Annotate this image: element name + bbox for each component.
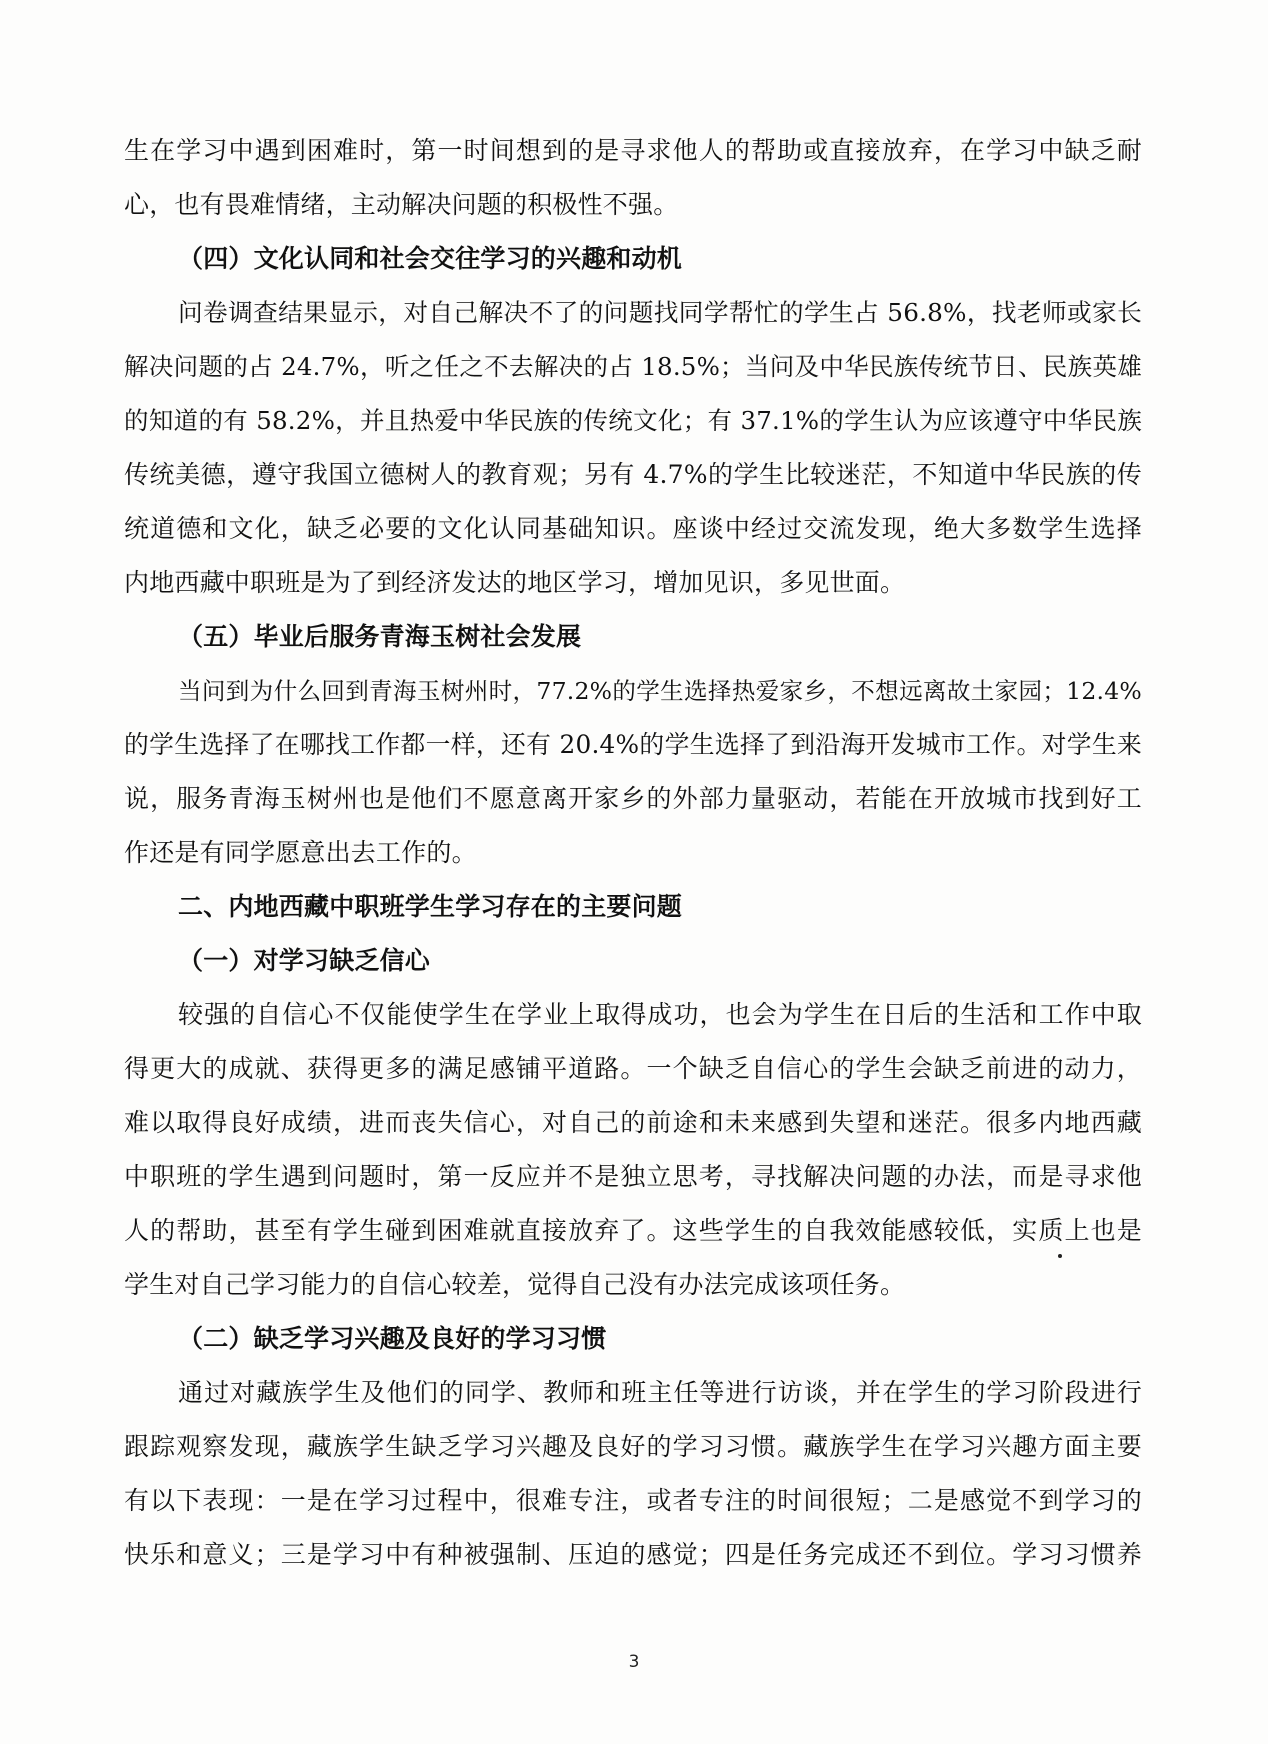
text-line: 跟踪观察发现，藏族学生缺乏学习兴趣及良好的学习习惯。藏族学生在学习兴趣方面主要	[124, 1432, 1142, 1461]
text-line: 快乐和意义；三是学习中有种被强制、压迫的感觉；四是任务完成还不到位。学习习惯养	[124, 1540, 1142, 1569]
page-number: 3	[628, 1652, 640, 1672]
text-line: 的学生选择了在哪找工作都一样，还有 20.4%的学生选择了到沿海开发城市工作。对学生来	[124, 730, 1142, 759]
paragraph-first-line: 问卷调查结果显示，对自己解决不了的问题找同学帮忙的学生占 56.8%，找老师或家长	[178, 298, 1142, 327]
paragraph-first-line: 较强的自信心不仅能使学生在学业上取得成功，也会为学生在日后的生活和工作中取	[178, 1000, 1142, 1029]
text-line: 心，也有畏难情绪，主动解决问题的积极性不强。	[124, 190, 679, 219]
text-line: 难以取得良好成绩，进而丧失信心，对自己的前途和未来感到失望和迷茫。很多内地西藏	[124, 1108, 1142, 1137]
section-subheading: （一）对学习缺乏信心	[178, 946, 431, 975]
text-line: 有以下表现：一是在学习过程中，很难专注，或者专注的时间很短；二是感觉不到学习的	[124, 1486, 1142, 1515]
text-line: 统道德和文化，缺乏必要的文化认同基础知识。座谈中经过交流发现，绝大多数学生选择	[124, 514, 1142, 543]
text-line: 传统美德，遵守我国立德树人的教育观；另有 4.7%的学生比较迷茫，不知道中华民族的传	[124, 460, 1142, 489]
section-subheading: （二）缺乏学习兴趣及良好的学习习惯	[178, 1324, 607, 1353]
scan-speck	[1058, 1254, 1062, 1258]
text-line: 说，服务青海玉树州也是他们不愿意离开家乡的外部力量驱动，若能在开放城市找到好工	[124, 784, 1142, 813]
document-body	[124, 124, 1142, 1582]
text-line: 内地西藏中职班是为了到经济发达的地区学习，增加见识，多见世面。	[124, 568, 906, 597]
text-line: 的知道的有 58.2%，并且热爱中华民族的传统文化；有 37.1%的学生认为应该遵守中华民族	[124, 406, 1142, 435]
text-line: 学生对自己学习能力的自信心较差，觉得自己没有办法完成该项任务。	[124, 1270, 906, 1299]
section-subheading: （五）毕业后服务青海玉树社会发展	[178, 622, 582, 651]
text-line: 生在学习中遇到困难时，第一时间想到的是寻求他人的帮助或直接放弃，在学习中缺乏耐	[124, 136, 1142, 165]
text-line: 解决问题的占 24.7%，听之任之不去解决的占 18.5%；当问及中华民族传统节日、民族英雄	[124, 352, 1142, 381]
section-heading: 二、内地西藏中职班学生学习存在的主要问题	[178, 892, 683, 921]
text-line: 作还是有同学愿意出去工作的。	[124, 838, 477, 867]
text-line: 得更大的成就、获得更多的满足感铺平道路。一个缺乏自信心的学生会缺乏前进的动力，	[124, 1054, 1142, 1083]
paragraph-first-line: 当问到为什么回到青海玉树州时，77.2%的学生选择热爱家乡，不想远离故土家园；12.4%	[178, 677, 1142, 705]
text-line: 中职班的学生遇到问题时，第一反应并不是独立思考，寻找解决问题的办法，而是寻求他	[124, 1162, 1142, 1191]
text-line: 人的帮助，甚至有学生碰到困难就直接放弃了。这些学生的自我效能感较低，实质上也是	[124, 1216, 1142, 1245]
paragraph-first-line: 通过对藏族学生及他们的同学、教师和班主任等进行访谈，并在学生的学习阶段进行	[178, 1378, 1142, 1407]
section-subheading: （四）文化认同和社会交往学习的兴趣和动机	[178, 244, 683, 273]
